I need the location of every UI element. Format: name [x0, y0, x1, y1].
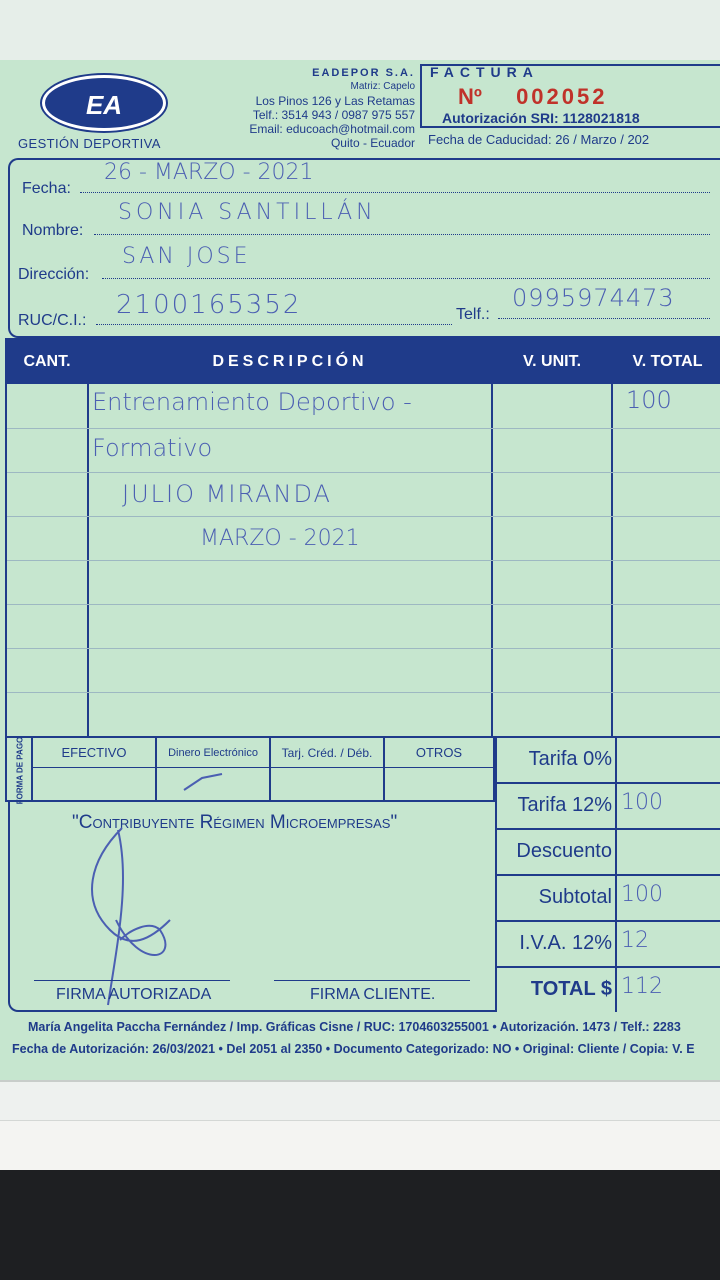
row-line	[7, 648, 720, 649]
invoice-number-label: Nº	[458, 84, 482, 109]
phone-label: Telf.:	[456, 306, 490, 323]
client-sign-line	[274, 980, 470, 981]
date-line	[80, 192, 710, 193]
pay-divider	[383, 768, 385, 802]
address-line	[102, 278, 710, 279]
phone-line	[498, 318, 710, 319]
item-line-1: Entrenamiento Deportivo -	[92, 388, 412, 416]
ruc-label: RUC/C.I.:	[18, 312, 87, 329]
authorized-sign-label: FIRMA AUTORIZADA	[56, 986, 212, 1003]
sri-authorization: Autorización SRI: 1128021818	[442, 110, 640, 126]
company-address: Los Pinos 126 y Las Retamas	[255, 94, 415, 108]
total-row	[497, 922, 720, 968]
pay-cash: EFECTIVO	[31, 738, 155, 768]
row-line	[7, 516, 720, 517]
company-name: EADEPOR S.A.	[312, 67, 415, 79]
total-row-label: I.V.A. 12%	[519, 932, 612, 954]
pay-electronic: Dinero Electrónico	[155, 738, 269, 768]
item-line-3: JULIO MIRANDA	[122, 480, 332, 508]
row-line	[7, 560, 720, 561]
invoice-header-box	[420, 64, 720, 128]
row-line	[7, 604, 720, 605]
payment-label: FORMA DE PAGO	[15, 736, 25, 804]
expiry-date: Fecha de Caducidad: 26 / Marzo / 202	[428, 132, 650, 147]
col-cant-header: CANT.	[7, 340, 87, 384]
col-divider	[611, 340, 613, 736]
total-row-label: Tarifa 12%	[517, 794, 612, 816]
invoice-number-row	[458, 84, 607, 110]
phone-value: 0995974473	[512, 284, 675, 312]
row-line	[7, 692, 720, 693]
col-unit-header: V. UNIT.	[493, 340, 611, 384]
item-line-4: MARZO - 2021	[200, 526, 360, 551]
total-row	[497, 830, 720, 876]
name-line	[94, 234, 710, 235]
authorized-sign-line	[34, 980, 230, 981]
row-line	[7, 472, 720, 473]
company-email: Email: educoach@hotmail.com	[249, 122, 415, 136]
company-logo	[42, 75, 166, 131]
address-value: SAN JOSE	[122, 244, 251, 269]
date-label: Fecha:	[22, 180, 71, 197]
col-desc-header: DESCRIPCIÓN	[89, 340, 491, 384]
authorization-info: Fecha de Autorización: 26/03/2021 • Del 2051 al 2350 • Documento Categorizado: NO • Original: Cliente / Copia: V. E	[12, 1042, 695, 1056]
authorized-signature	[60, 820, 200, 1010]
pay-divider	[155, 768, 157, 802]
ruc-value: 2100165352	[116, 290, 302, 320]
company-matriz: Matriz: Capelo	[350, 81, 415, 92]
name-label: Nombre:	[22, 222, 84, 239]
grand-total-row	[497, 968, 720, 1012]
check-mark	[180, 770, 230, 794]
logo-text: EA	[85, 90, 123, 120]
col-total-header: V. TOTAL	[613, 340, 720, 384]
client-sign-label: FIRMA CLIENTE.	[310, 986, 436, 1003]
date-value: 26 - MARZO - 2021	[104, 160, 314, 185]
invoice-number: 002052	[516, 84, 608, 109]
item-line-2: Formativo	[92, 434, 213, 462]
grand-total-value: 112	[621, 974, 663, 999]
pay-divider	[31, 768, 33, 802]
company-phone: Telf.: 3514 943 / 0987 975 557	[252, 108, 415, 122]
total-row-value: 100	[621, 882, 663, 907]
total-row-value: 12	[621, 928, 649, 953]
total-row	[497, 876, 720, 922]
pay-card: Tarj. Créd. / Déb.	[269, 738, 383, 768]
total-row	[497, 738, 720, 784]
total-row	[497, 784, 720, 830]
col-divider	[491, 340, 493, 736]
payment-method-box	[5, 738, 495, 802]
brand-subtitle: GESTIÓN DEPORTIVA	[18, 136, 161, 151]
company-info	[205, 66, 415, 150]
row-line	[7, 428, 720, 429]
company-city: Quito - Ecuador	[330, 136, 415, 150]
total-row-value: 100	[621, 790, 663, 815]
ruc-line	[96, 324, 452, 325]
total-row-label: Descuento	[516, 840, 612, 862]
printer-info: María Angelita Paccha Fernández / Imp. Gráficas Cisne / RUC: 1704603255001 • Autorización. 1473 / Telf.: 2283	[28, 1020, 681, 1034]
regime-note: "Contribuyente Régimen Microempresas"	[72, 812, 398, 833]
under-sheet-2	[0, 1120, 720, 1170]
name-value: SONIA SANTILLÁN	[118, 200, 377, 225]
pay-other: OTROS	[383, 738, 493, 768]
address-label: Dirección:	[18, 266, 90, 283]
total-row-label: Tarifa 0%	[528, 748, 612, 770]
total-row-label: Subtotal	[538, 886, 612, 908]
item-total-1: 100	[626, 386, 672, 414]
pay-divider	[269, 768, 271, 802]
grand-total-label: TOTAL $	[530, 978, 612, 1000]
invoice-title: FACTURA	[430, 64, 539, 80]
totals-box	[495, 738, 720, 1012]
col-divider	[87, 340, 89, 736]
